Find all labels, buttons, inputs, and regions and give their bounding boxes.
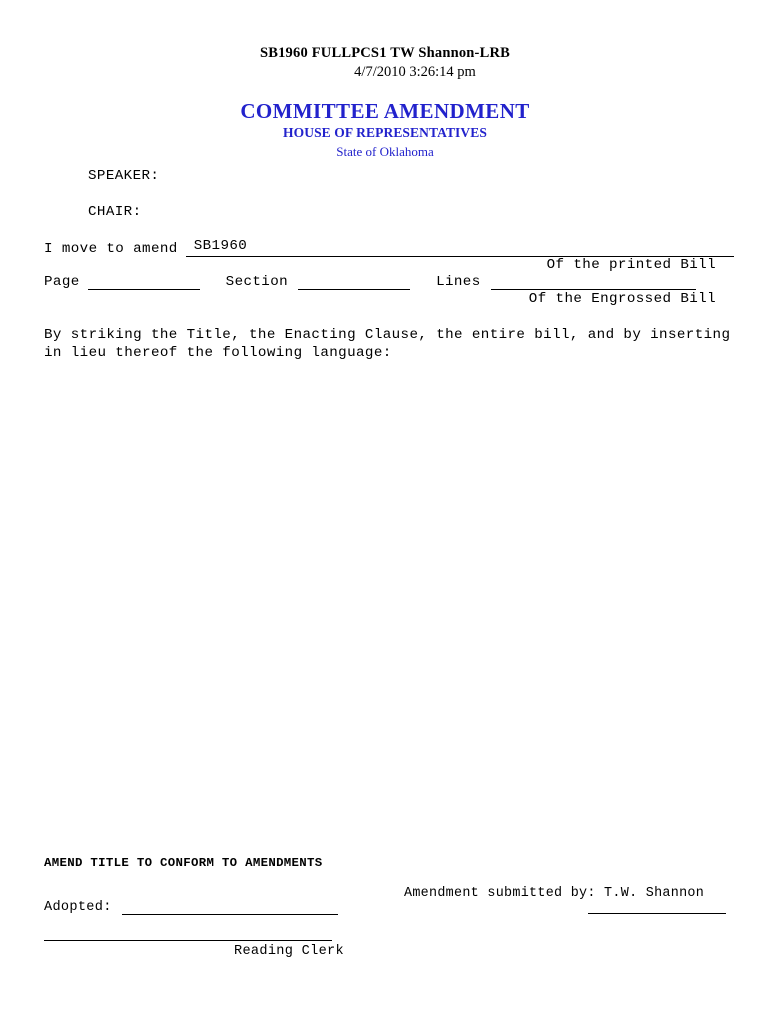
document-header — [0, 44, 770, 82]
page-section-lines-row — [44, 274, 734, 290]
section-field[interactable] — [298, 274, 410, 290]
adopted-field[interactable] — [122, 900, 338, 915]
page-field[interactable] — [88, 274, 200, 290]
section-label: Section — [225, 274, 289, 290]
amendment-submitted-by: Amendment submitted by: T.W. Shannon — [404, 886, 705, 901]
amend-title-note: AMEND TITLE TO CONFORM TO AMENDMENTS — [44, 856, 323, 870]
title-block — [0, 98, 770, 161]
chair-label: CHAIR: — [88, 204, 142, 220]
striking-clause-text: By striking the Title, the Enacting Clause, the entire bill, and by inserting in lieu thereof the following language: — [44, 327, 740, 361]
adopted-label: Adopted: — [44, 900, 112, 915]
reading-clerk-label: Reading Clerk — [234, 944, 344, 959]
reading-clerk-signature-line[interactable] — [44, 940, 332, 941]
engrossed-bill-label: Of the Engrossed Bill — [528, 291, 716, 307]
document-id: SB1960 FULLPCS1 TW Shannon-LRB — [259, 45, 511, 61]
lines-label: Lines — [436, 274, 481, 290]
document-timestamp: 4/7/2010 3:26:14 pm — [354, 64, 476, 80]
page-label: Page — [44, 274, 80, 290]
adopted-row — [44, 900, 338, 915]
chamber-subtitle: HOUSE OF REPRESENTATIVES — [283, 125, 487, 140]
page-title: COMMITTEE AMENDMENT — [240, 99, 530, 123]
lines-field[interactable] — [491, 274, 696, 290]
printed-bill-label: Of the printed Bill — [546, 257, 716, 273]
state-subtitle: State of Oklahoma — [336, 144, 434, 159]
move-to-amend-row — [44, 238, 734, 257]
move-to-amend-label: I move to amend — [44, 241, 178, 257]
bill-number-field[interactable]: SB1960 — [186, 238, 734, 257]
speaker-label: SPEAKER: — [88, 168, 160, 184]
submitter-signature-line[interactable] — [588, 913, 726, 914]
